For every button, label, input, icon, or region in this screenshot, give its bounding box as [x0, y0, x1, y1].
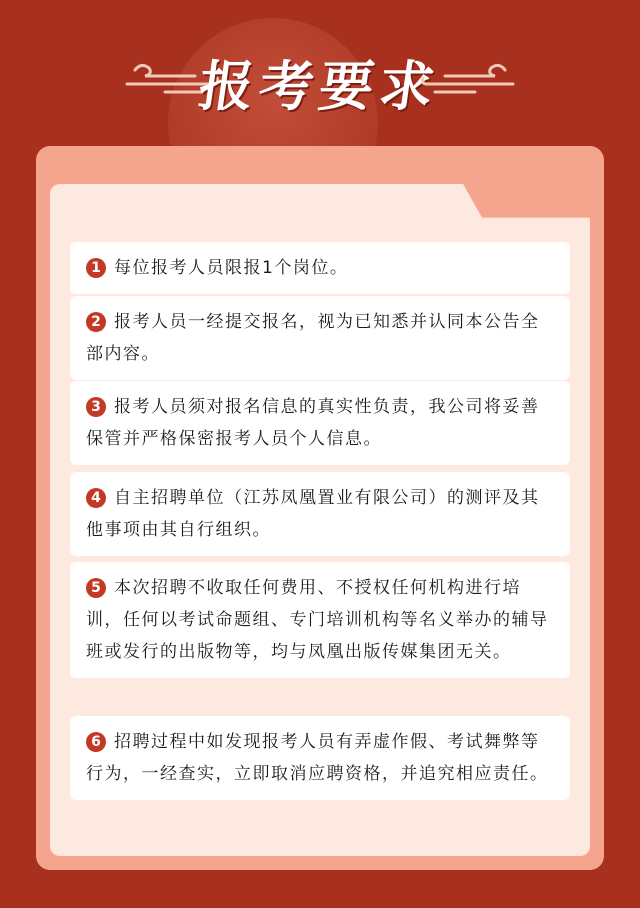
number-badge: 6: [86, 732, 106, 752]
requirement-item-6: [70, 716, 570, 800]
requirement-text: 本次招聘不收取任何费用、不授权任何机构进行培训，任何以考试命题组、专门培训机构等名义举办的辅导班或发行的出版物等，均与凤凰出版传媒集团无关。: [86, 578, 549, 662]
requirement-item-4: [70, 472, 570, 556]
title-banner: [0, 38, 640, 118]
page-title: 报考要求: [195, 54, 445, 118]
number-badge: 3: [86, 397, 106, 417]
number-badge: 1: [86, 258, 106, 278]
requirement-text: 招聘过程中如发现报考人员有弄虚作假、考试舞弊等行为，一经查实，立即取消应聘资格，并追究相应责任。: [86, 732, 549, 784]
number-badge: 5: [86, 578, 106, 598]
requirement-item-2: [70, 296, 570, 380]
requirement-text: 自主招聘单位（江苏凤凰置业有限公司）的测评及其他事项由其自行组织。: [86, 488, 540, 540]
requirement-item-1: [70, 242, 570, 294]
requirement-text: 每位报考人员限报1个岗位。: [114, 258, 349, 278]
requirement-item-3: [70, 381, 570, 465]
number-badge: 2: [86, 312, 106, 332]
requirement-item-5: [70, 562, 570, 678]
requirement-text: 报考人员须对报名信息的真实性负责，我公司将妥善保管并严格保密报考人员个人信息。: [86, 397, 540, 449]
requirement-text: 报考人员一经提交报名，视为已知悉并认同本公告全部内容。: [86, 312, 540, 364]
cloud-ornament-right-icon: [420, 56, 515, 96]
number-badge: 4: [86, 488, 106, 508]
